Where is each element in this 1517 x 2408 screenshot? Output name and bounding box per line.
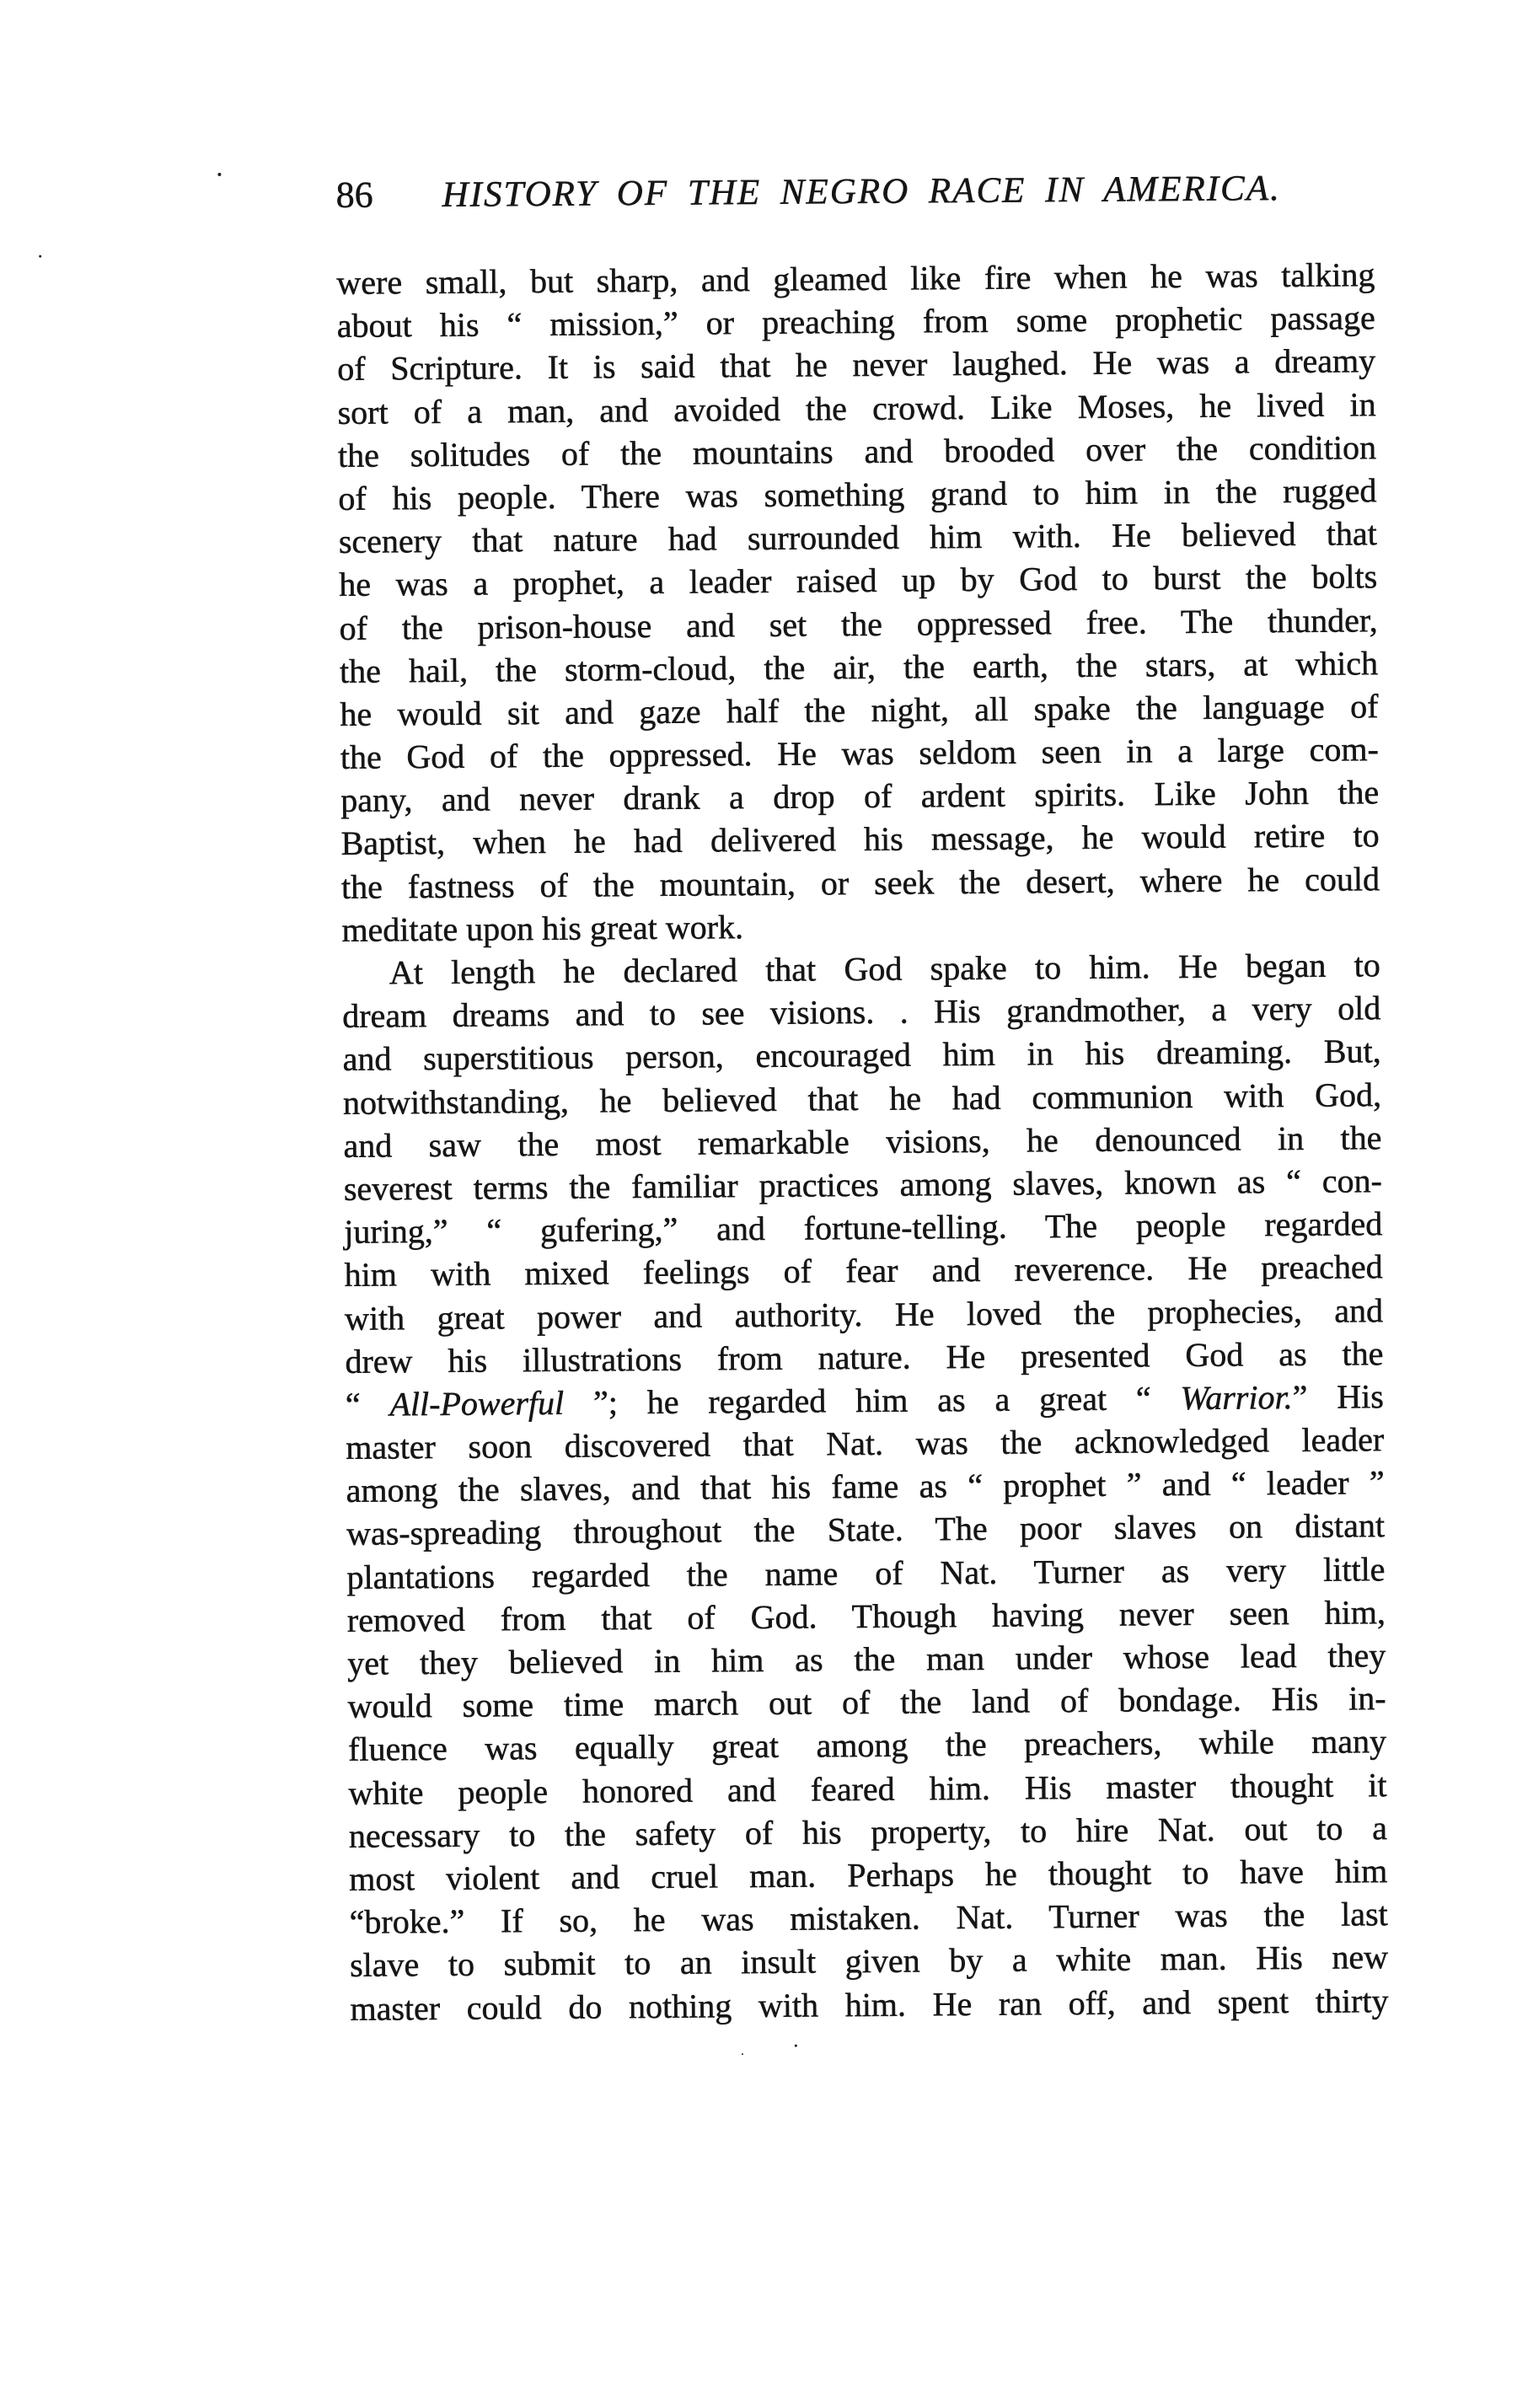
scan-speck bbox=[795, 2045, 797, 2047]
text-line: him with mixed feelings of fear and reverence. He preached bbox=[344, 1247, 1383, 1295]
text-line: among the slaves, and that his fame as “ prophet ” and “ leader ” bbox=[346, 1463, 1385, 1510]
text-line: of his people. There was something grand to him in the rugged bbox=[338, 471, 1377, 518]
text-line: the God of the oppressed. He was seldom seen in a large com- bbox=[340, 730, 1379, 776]
scan-speck bbox=[217, 173, 221, 176]
text-line: the fastness of the mountain, or seek the desert, where he could bbox=[340, 859, 1380, 906]
text-line: most violent and cruel man. Perhaps he thought to have him bbox=[349, 1852, 1388, 1898]
text-line: and saw the most remarkable visions, he denounced in the bbox=[343, 1118, 1382, 1165]
text-line: severest terms the familiar practices among slaves, known as “ con- bbox=[343, 1161, 1383, 1208]
text-line: notwithstanding, he believed that he had communion with God, bbox=[342, 1075, 1382, 1122]
text-line: and superstitious person, encouraged him in his dreaming. But, bbox=[342, 1032, 1381, 1079]
text-line: with great power and authority. He loved the prophecies, and bbox=[344, 1290, 1384, 1338]
scan-speck bbox=[742, 2053, 743, 2055]
paragraph bbox=[336, 253, 1380, 952]
text-line: dream dreams and to see visions. . His grandmother, a very old bbox=[342, 989, 1381, 1036]
text-line: slave to submit to an insult given by a white man. His new bbox=[349, 1938, 1389, 1985]
text-line: drew his illustrations from nature. He presented God as the bbox=[345, 1333, 1384, 1381]
text-line: would some time march out of the land of bondage. His in- bbox=[347, 1679, 1386, 1726]
text-line: master could do nothing with him. He ran off, and spent thirty bbox=[350, 1981, 1389, 2028]
text-line: the solitudes of the mountains and brooded over the condition bbox=[337, 427, 1377, 475]
text-line: “ All-Powerful ”; he regarded him as a great “ Warrior.” His bbox=[345, 1377, 1385, 1424]
text-line: white people honored and feared him. His master thought it bbox=[348, 1765, 1387, 1812]
text-line: he would sit and gaze half the night, all spake the language of bbox=[340, 687, 1379, 733]
text-line: At length he declared that God spake to him. He began to bbox=[389, 946, 1380, 992]
paragraph bbox=[342, 943, 1389, 2030]
text-line: necessary to the safety of his property, to hire Nat. out to a bbox=[348, 1808, 1388, 1855]
text-line: about his “ mission,” or preaching from some prophetic passage bbox=[336, 298, 1375, 346]
page-header bbox=[335, 165, 1380, 217]
page-body bbox=[336, 253, 1388, 2030]
scan-speck bbox=[39, 255, 41, 258]
text-line: pany, and never drank a drop of ardent spirits. Like John the bbox=[340, 773, 1380, 820]
text-line: “broke.” If so, he was mistaken. Nat. Turner was the last bbox=[349, 1895, 1388, 1941]
text-line: yet they believed in him as the man under whose lead they bbox=[347, 1636, 1386, 1682]
running-title: HISTORY OF THE NEGRO RACE IN AMERICA. bbox=[442, 169, 1281, 215]
text-line: sort of a man, and avoided the crowd. Like Moses, he lived in bbox=[337, 384, 1376, 432]
text-line: fluence was equally great among the preachers, while many bbox=[347, 1722, 1387, 1769]
text-line: scenery that nature had surrounded him with. He believed that bbox=[338, 514, 1377, 561]
text-line: of the prison-house and set the oppressed free. The thunder, bbox=[339, 600, 1378, 647]
text-line: Baptist, when he had delivered his message, he would retire to bbox=[340, 816, 1380, 863]
text-line: of Scripture. It is said that he never laughed. He was a dreamy bbox=[337, 341, 1376, 389]
text-line: meditate upon his great work. bbox=[341, 907, 744, 949]
text-line: master soon discovered that Nat. was the acknowledged leader bbox=[346, 1420, 1385, 1467]
text-line: was-spreading throughout the State. The poor slaves on distant bbox=[346, 1506, 1386, 1553]
text-line: the hail, the storm-cloud, the air, the earth, the stars, at which bbox=[339, 643, 1379, 690]
text-line: were small, but sharp, and gleamed like fire when he was talking bbox=[336, 255, 1375, 302]
text-line: juring,” “ gufering,” and fortune-telling. The people regarded bbox=[344, 1204, 1383, 1251]
page-number: 86 bbox=[335, 174, 373, 216]
text-line: removed from that of God. Though having never seen him, bbox=[346, 1592, 1386, 1639]
text-line: he was a prophet, a leader raised up by God to burst the bolts bbox=[339, 557, 1378, 604]
text-line: plantations regarded the name of Nat. Turner as very little bbox=[346, 1549, 1386, 1596]
